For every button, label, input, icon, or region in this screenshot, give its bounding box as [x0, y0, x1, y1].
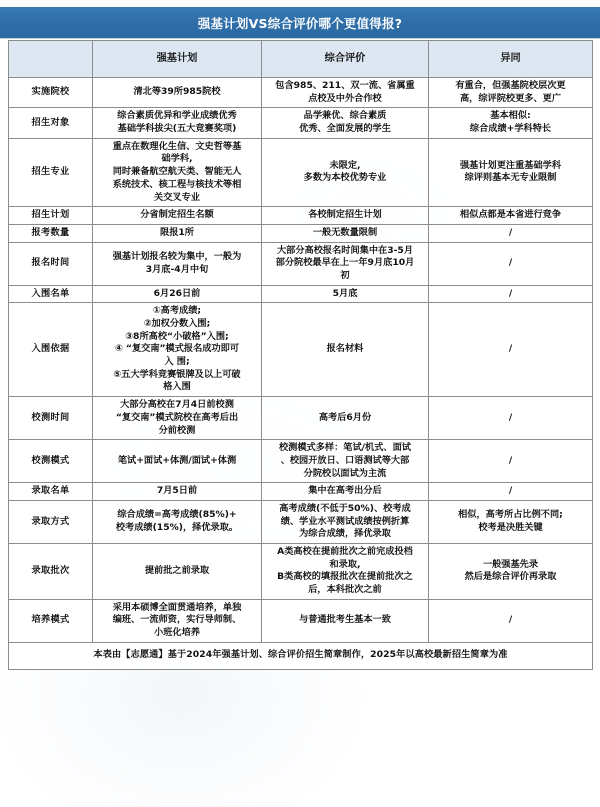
cell-line: 一般无数量限制: [312, 226, 378, 238]
cell-line: 3月底-4月中旬: [145, 263, 209, 275]
cell-line: 品学兼优、综合素质: [303, 110, 387, 122]
cell-line: /: [508, 454, 513, 466]
table-cell: [262, 242, 429, 285]
cell-line: 、校园开放日、口语测试等大部: [280, 454, 410, 466]
table-cell: [262, 224, 429, 242]
cell-line: /: [508, 257, 513, 269]
cell-line: ④ “复交南”模式报名成功即可: [114, 343, 240, 355]
cell-line: 和录取,: [329, 558, 361, 570]
cell-line: ②加权分数入围;: [143, 318, 211, 329]
cell-line: 报名材料: [326, 343, 364, 355]
cell-line: ③8所高校“小破格”入围;: [125, 330, 229, 342]
cell-line: 采用本硕博全面贯通培养，单独: [112, 601, 242, 613]
cell-line: 校考是决胜关键: [478, 521, 543, 533]
table-cell: [429, 483, 593, 501]
table-body: [9, 78, 593, 643]
table-cell: [262, 483, 429, 501]
cell-line: 综合成绩+学科特长: [469, 123, 552, 135]
table-cell: [429, 599, 593, 642]
cell-line: 小班化培养: [154, 627, 200, 639]
table-cell: [429, 224, 593, 242]
cell-line: 初: [340, 269, 350, 281]
row-label: 报考数量: [9, 224, 93, 242]
cell-line: /: [508, 614, 513, 626]
table-row: [9, 285, 593, 303]
cell-line: 提前批之前录取: [144, 565, 210, 577]
comparison-table: [8, 40, 593, 670]
cell-line: 大部分高校在7月4日前校测: [120, 399, 234, 411]
cell-line: 入 围;: [164, 356, 190, 368]
cell-line: /: [508, 287, 513, 299]
cell-line: /: [508, 485, 513, 497]
cell-line: 集中在高考出分后: [308, 485, 382, 497]
table-cell: [93, 599, 262, 642]
page-title: 强基计划VS综合评价哪个更值得报?: [197, 15, 403, 31]
table-cell: [429, 303, 593, 397]
cell-line: 综合素质优异和学业成绩优秀: [117, 110, 237, 122]
row-label: 录取方式: [9, 500, 93, 543]
cell-line: 多数为本校优势专业: [303, 172, 387, 184]
cell-line: 强基计划更注重基础学科: [459, 159, 562, 171]
table-row: [9, 242, 593, 285]
table-cell: [262, 108, 429, 138]
cell-line: 有重合，但强基院校层次更: [455, 80, 566, 91]
table-cell: [93, 108, 262, 138]
table-row: [9, 224, 593, 242]
table-cell: [262, 500, 429, 543]
cell-line: 强基计划报名较为集中，一般为: [112, 250, 242, 262]
table-cell: [93, 224, 262, 242]
row-label: 入围依据: [9, 303, 93, 397]
cell-line: /: [508, 343, 513, 355]
cell-line: 高考后6月份: [318, 411, 372, 423]
table-cell: [429, 78, 593, 108]
table-cell: [429, 285, 593, 303]
table-cell: [93, 500, 262, 543]
cell-line: 综合成绩=高考成绩(85%)+: [117, 509, 237, 521]
cell-line: 分省制定招生名额: [140, 209, 214, 221]
cell-line: 基本相似:: [490, 110, 531, 122]
table-cell: [93, 78, 262, 108]
table-cell: [429, 108, 593, 138]
table-row: [9, 397, 593, 440]
row-label: 录取名单: [9, 483, 93, 501]
table-cell: [93, 397, 262, 440]
cell-line: /: [508, 411, 513, 423]
cell-line: 5月底: [332, 287, 358, 299]
cell-line: 与普通批考生基本一致: [299, 614, 391, 626]
row-label: 招生对象: [9, 108, 93, 138]
cell-line: B类高校的填报批次在提前批次之: [277, 571, 413, 583]
cell-line: 限报1所: [160, 226, 194, 238]
row-label: 实施院校: [9, 78, 93, 108]
table-cell: [429, 207, 593, 225]
table-row: [9, 599, 593, 642]
cell-line: 未限定,: [329, 159, 361, 171]
row-label: 校测时间: [9, 397, 93, 440]
row-label: 招生计划: [9, 207, 93, 225]
table-cell: [93, 303, 262, 397]
cell-line: 基础学科拔尖(五大竞赛奖项): [117, 123, 237, 135]
row-label: 招生专业: [9, 138, 93, 206]
cell-line: ⑤五大学科竞赛银牌及以上可破: [113, 368, 241, 380]
table-cell: [93, 207, 262, 225]
table-row: [9, 500, 593, 543]
table-cell: [93, 483, 262, 501]
cell-line: 重点在数理化生信、文史哲等基: [112, 140, 242, 152]
column-header-blank: [9, 41, 93, 78]
table-cell: [429, 242, 593, 285]
comparison-table-wrapper: [8, 40, 592, 670]
column-header-zongping: 综合评价: [262, 41, 429, 78]
cell-line: 各校制定招生计划: [308, 209, 382, 221]
table-cell: [262, 544, 429, 600]
cell-line: 相似，高考所占比例不同;: [458, 509, 563, 521]
table-cell: [262, 285, 429, 303]
cell-line: 系统技术、核工程与核技术等相: [112, 178, 242, 190]
table-cell: [429, 138, 593, 206]
row-label: 入围名单: [9, 285, 93, 303]
table-row: [9, 440, 593, 483]
cell-line: 关交叉专业: [154, 191, 200, 203]
cell-line: 相似点都是本省进行竞争: [459, 209, 562, 221]
row-label: 培养模式: [9, 599, 93, 642]
cell-line: 分前校测: [158, 424, 196, 436]
table-cell: [93, 440, 262, 483]
table-row: [9, 78, 593, 108]
cell-line: “复交南”模式院校在高考后出: [115, 411, 239, 423]
title-bar: [0, 7, 600, 38]
cell-line: 绩、学业水平测试成绩按例折算: [280, 515, 410, 527]
row-label: 报名时间: [9, 242, 93, 285]
table-cell: [262, 599, 429, 642]
row-label: 录取批次: [9, 544, 93, 600]
cell-line: 6月26日前: [153, 287, 201, 299]
cell-line: 校测模式多样：笔试/机式、面试: [279, 442, 411, 454]
table-cell: [262, 303, 429, 397]
table-cell: [93, 544, 262, 600]
table-cell: [262, 397, 429, 440]
table-cell: [429, 397, 593, 440]
cell-line: 后，本科批次之前: [308, 584, 382, 596]
column-header-yitong: 异同: [429, 41, 593, 78]
table-cell: [429, 544, 593, 600]
table-cell: [429, 440, 593, 483]
cell-line: ①高考成绩;: [152, 305, 202, 317]
table-footer: [9, 642, 593, 669]
cell-line: 为综合成绩，择优录取: [299, 528, 391, 540]
table-row: [9, 303, 593, 397]
cell-line: 格入围: [163, 381, 191, 393]
table-header-row: [9, 41, 593, 78]
row-label: 校测模式: [9, 440, 93, 483]
table-cell: [93, 242, 262, 285]
cell-line: 础学科,: [161, 153, 193, 165]
cell-line: 综评则基本无专业限制: [464, 172, 557, 184]
table-header: [9, 41, 593, 78]
table-cell: [262, 440, 429, 483]
cell-line: 高考成绩(不低于50%)、校考成: [279, 502, 411, 514]
cell-line: 笔试+面试+体测/面试+体测: [117, 454, 237, 466]
table-row: [9, 108, 593, 138]
cell-line: 高，综评院校更多、更广: [459, 92, 562, 104]
cell-line: 大部分高校报名时间集中在3-5月: [276, 244, 414, 256]
cell-line: 清北等39所985院校: [133, 86, 221, 98]
cell-line: 部分院校最早在上一年9月底10月: [275, 257, 415, 269]
cell-line: 包含985、211、双一流、省属重: [275, 80, 415, 91]
cell-line: 一般强基先录: [482, 558, 539, 570]
cell-line: 编班、一流师资，实行导师制、: [112, 614, 242, 626]
footer-note: 本表由【志愿通】基于2024年强基计划、综合评价招生简章制作，2025年以高校最新招生简章为准: [9, 642, 593, 669]
cell-line: 7月5日前: [156, 485, 198, 497]
table-row: [9, 483, 593, 501]
cell-line: 分院校以面试为主流: [303, 467, 387, 479]
cell-line: 然后是综合评价再录取: [464, 571, 557, 583]
table-row: [9, 138, 593, 206]
column-header-qiangji: 强基计划: [93, 41, 262, 78]
cell-line: 点校及中外合作校: [308, 92, 382, 104]
table-cell: [93, 138, 262, 206]
footer-row: [9, 642, 593, 669]
table-cell: [262, 78, 429, 108]
table-row: [9, 207, 593, 225]
table-cell: [262, 138, 429, 206]
table-cell: [429, 500, 593, 543]
table-row: [9, 544, 593, 600]
cell-line: 校考成绩(15%)，择优录取。: [115, 521, 239, 533]
cell-line: /: [508, 226, 513, 238]
cell-line: A类高校在提前批次之前完成投档: [277, 546, 413, 557]
cell-line: 优秀、全面发展的学生: [299, 123, 391, 135]
table-cell: [93, 285, 262, 303]
cell-line: 同时兼备航空航天类、智能无人: [112, 166, 242, 178]
table-cell: [262, 207, 429, 225]
